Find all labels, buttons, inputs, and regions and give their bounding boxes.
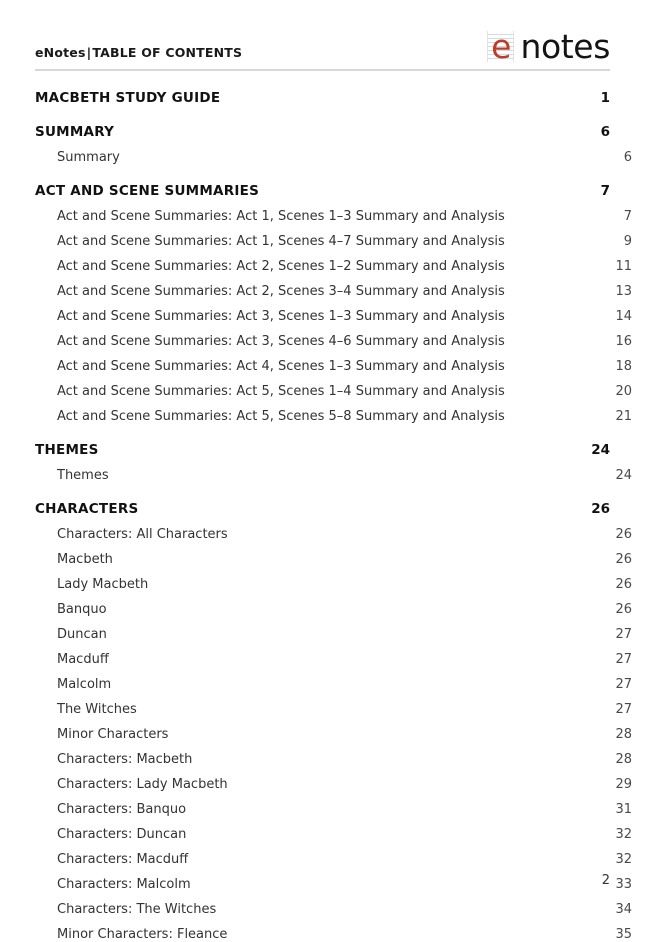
- table-of-contents: [35, 90, 632, 942]
- toc-entry-page-number: 33: [615, 877, 632, 892]
- page-footer: [35, 873, 610, 888]
- header-separator: |: [86, 45, 92, 60]
- toc-entry-label: Act and Scene Summaries: Act 2, Scenes 3–4 Summary and Analysis: [57, 284, 505, 299]
- toc-entry-page-number: 6: [600, 124, 610, 140]
- enotes-logo[interactable]: [487, 26, 610, 66]
- toc-entry-label: The Witches: [57, 702, 137, 717]
- toc-entry-row[interactable]: [35, 852, 632, 867]
- toc-entry-row[interactable]: [35, 902, 632, 917]
- header-breadcrumb: [35, 45, 242, 62]
- toc-entry-row[interactable]: [35, 702, 632, 717]
- toc-entry-page-number: 26: [591, 501, 610, 517]
- toc-entry-label: Act and Scene Summaries: Act 3, Scenes 1–3 Summary and Analysis: [57, 309, 505, 324]
- toc-entry-label: Characters: Banquo: [57, 802, 187, 817]
- toc-entry-page-number: 28: [615, 727, 632, 742]
- toc-entry-row[interactable]: [35, 927, 632, 942]
- toc-entry-page-number: 28: [615, 752, 632, 767]
- toc-entry-row[interactable]: [35, 259, 632, 274]
- toc-entry-page-number: 11: [615, 259, 632, 274]
- toc-entry-page-number: 7: [623, 209, 632, 224]
- toc-entry-label: Themes: [57, 468, 109, 483]
- toc-entry-label: Act and Scene Summaries: Act 5, Scenes 1–4 Summary and Analysis: [57, 384, 505, 399]
- toc-section-row[interactable]: [35, 501, 610, 517]
- toc-entry-row[interactable]: [35, 150, 632, 165]
- toc-entry-label: Act and Scene Summaries: Act 1, Scenes 4–7 Summary and Analysis: [57, 234, 505, 249]
- toc-entry-page-number: 7: [600, 183, 610, 199]
- toc-entry-row[interactable]: [35, 209, 632, 224]
- toc-entry-page-number: 1: [600, 90, 610, 106]
- toc-entry-row[interactable]: [35, 677, 632, 692]
- toc-entry-row[interactable]: [35, 777, 632, 792]
- toc-entry-page-number: 32: [615, 852, 632, 867]
- toc-entry-row[interactable]: [35, 602, 632, 617]
- toc-entry-label: Act and Scene Summaries: Act 5, Scenes 5–8 Summary and Analysis: [57, 409, 505, 424]
- toc-entry-label: Act and Scene Summaries: Act 1, Scenes 1–3 Summary and Analysis: [57, 209, 505, 224]
- toc-entry-page-number: 18: [615, 359, 632, 374]
- toc-entry-page-number: 31: [615, 802, 632, 817]
- toc-entry-page-number: 13: [615, 284, 632, 299]
- header-divider: [35, 69, 610, 71]
- toc-entry-label: Characters: Lady Macbeth: [57, 777, 228, 792]
- toc-entry-label: Malcolm: [57, 677, 112, 692]
- toc-entry-row[interactable]: [35, 309, 632, 324]
- toc-entry-page-number: 16: [615, 334, 632, 349]
- toc-entry-label: Duncan: [57, 627, 107, 642]
- toc-entry-page-number: 24: [615, 468, 632, 483]
- toc-section-row[interactable]: [35, 442, 610, 458]
- toc-entry-row[interactable]: [35, 468, 632, 483]
- toc-section-row[interactable]: [35, 124, 610, 140]
- toc-section-row[interactable]: [35, 90, 610, 106]
- toc-entry-row[interactable]: [35, 627, 632, 642]
- toc-entry-label: Characters: Duncan: [57, 827, 187, 842]
- toc-entry-page-number: 27: [615, 677, 632, 692]
- toc-entry-page-number: 24: [591, 442, 610, 458]
- toc-entry-label: Macbeth: [57, 552, 113, 567]
- toc-entry-label: Characters: The Witches: [57, 902, 217, 917]
- toc-entry-label: Banquo: [57, 602, 107, 617]
- toc-entry-page-number: 26: [615, 602, 632, 617]
- toc-entry-row[interactable]: [35, 802, 632, 817]
- toc-entry-row[interactable]: [35, 409, 632, 424]
- toc-entry-row[interactable]: [35, 527, 632, 542]
- toc-entry-page-number: 29: [615, 777, 632, 792]
- footer-page-number: 2: [601, 873, 610, 888]
- toc-entry-row[interactable]: [35, 359, 632, 374]
- toc-entry-label: Act and Scene Summaries: Act 4, Scenes 1–3 Summary and Analysis: [57, 359, 505, 374]
- toc-entry-label: MACBETH STUDY GUIDE: [35, 90, 221, 106]
- toc-entry-page-number: 21: [615, 409, 632, 424]
- toc-entry-label: Characters: Malcolm: [57, 877, 191, 892]
- toc-entry-page-number: 20: [615, 384, 632, 399]
- toc-entry-page-number: 35: [615, 927, 632, 942]
- toc-entry-page-number: 32: [615, 827, 632, 842]
- toc-entry-row[interactable]: [35, 577, 632, 592]
- toc-entry-page-number: 27: [615, 702, 632, 717]
- toc-section-row[interactable]: [35, 183, 610, 199]
- toc-entry-page-number: 27: [615, 627, 632, 642]
- toc-entry-page-number: 34: [615, 902, 632, 917]
- logo-ruled-paper-backdrop: [487, 26, 514, 66]
- toc-entry-label: Macduff: [57, 652, 109, 667]
- toc-entry-row[interactable]: [35, 384, 632, 399]
- toc-entry-row[interactable]: [35, 652, 632, 667]
- toc-entry-page-number: 9: [623, 234, 632, 249]
- running-header: [35, 0, 610, 66]
- toc-entry-label: Characters: Macduff: [57, 852, 189, 867]
- toc-entry-label: Minor Characters: [57, 727, 169, 742]
- toc-entry-row[interactable]: [35, 234, 632, 249]
- toc-entry-row[interactable]: [35, 284, 632, 299]
- toc-entry-label: Minor Characters: Fleance: [57, 927, 228, 942]
- toc-entry-page-number: 26: [615, 527, 632, 542]
- toc-entry-label: Characters: Macbeth: [57, 752, 193, 767]
- toc-entry-row[interactable]: [35, 752, 632, 767]
- toc-entry-page-number: 6: [623, 150, 632, 165]
- toc-entry-label: Act and Scene Summaries: Act 2, Scenes 1–2 Summary and Analysis: [57, 259, 505, 274]
- header-section-title: TABLE OF CONTENTS: [92, 45, 243, 60]
- toc-entry-label: ACT AND SCENE SUMMARIES: [35, 183, 260, 199]
- toc-entry-row[interactable]: [35, 552, 632, 567]
- logo-accent-letter: e: [491, 26, 512, 66]
- toc-entry-row[interactable]: [35, 334, 632, 349]
- toc-entry-label: CHARACTERS: [35, 501, 139, 517]
- toc-entry-page-number: 14: [615, 309, 632, 324]
- toc-entry-row[interactable]: [35, 827, 632, 842]
- logo-wordmark: notes: [520, 26, 610, 66]
- toc-entry-page-number: 27: [615, 652, 632, 667]
- toc-entry-page-number: 26: [615, 577, 632, 592]
- toc-entry-label: SUMMARY: [35, 124, 115, 140]
- header-brand-label: eNotes: [35, 45, 86, 60]
- toc-entry-label: Lady Macbeth: [57, 577, 149, 592]
- toc-entry-label: Characters: All Characters: [57, 527, 228, 542]
- toc-entry-label: Summary: [57, 150, 120, 165]
- toc-entry-label: Act and Scene Summaries: Act 3, Scenes 4–6 Summary and Analysis: [57, 334, 505, 349]
- toc-entry-page-number: 26: [615, 552, 632, 567]
- toc-entry-label: THEMES: [35, 442, 99, 458]
- toc-entry-row[interactable]: [35, 727, 632, 742]
